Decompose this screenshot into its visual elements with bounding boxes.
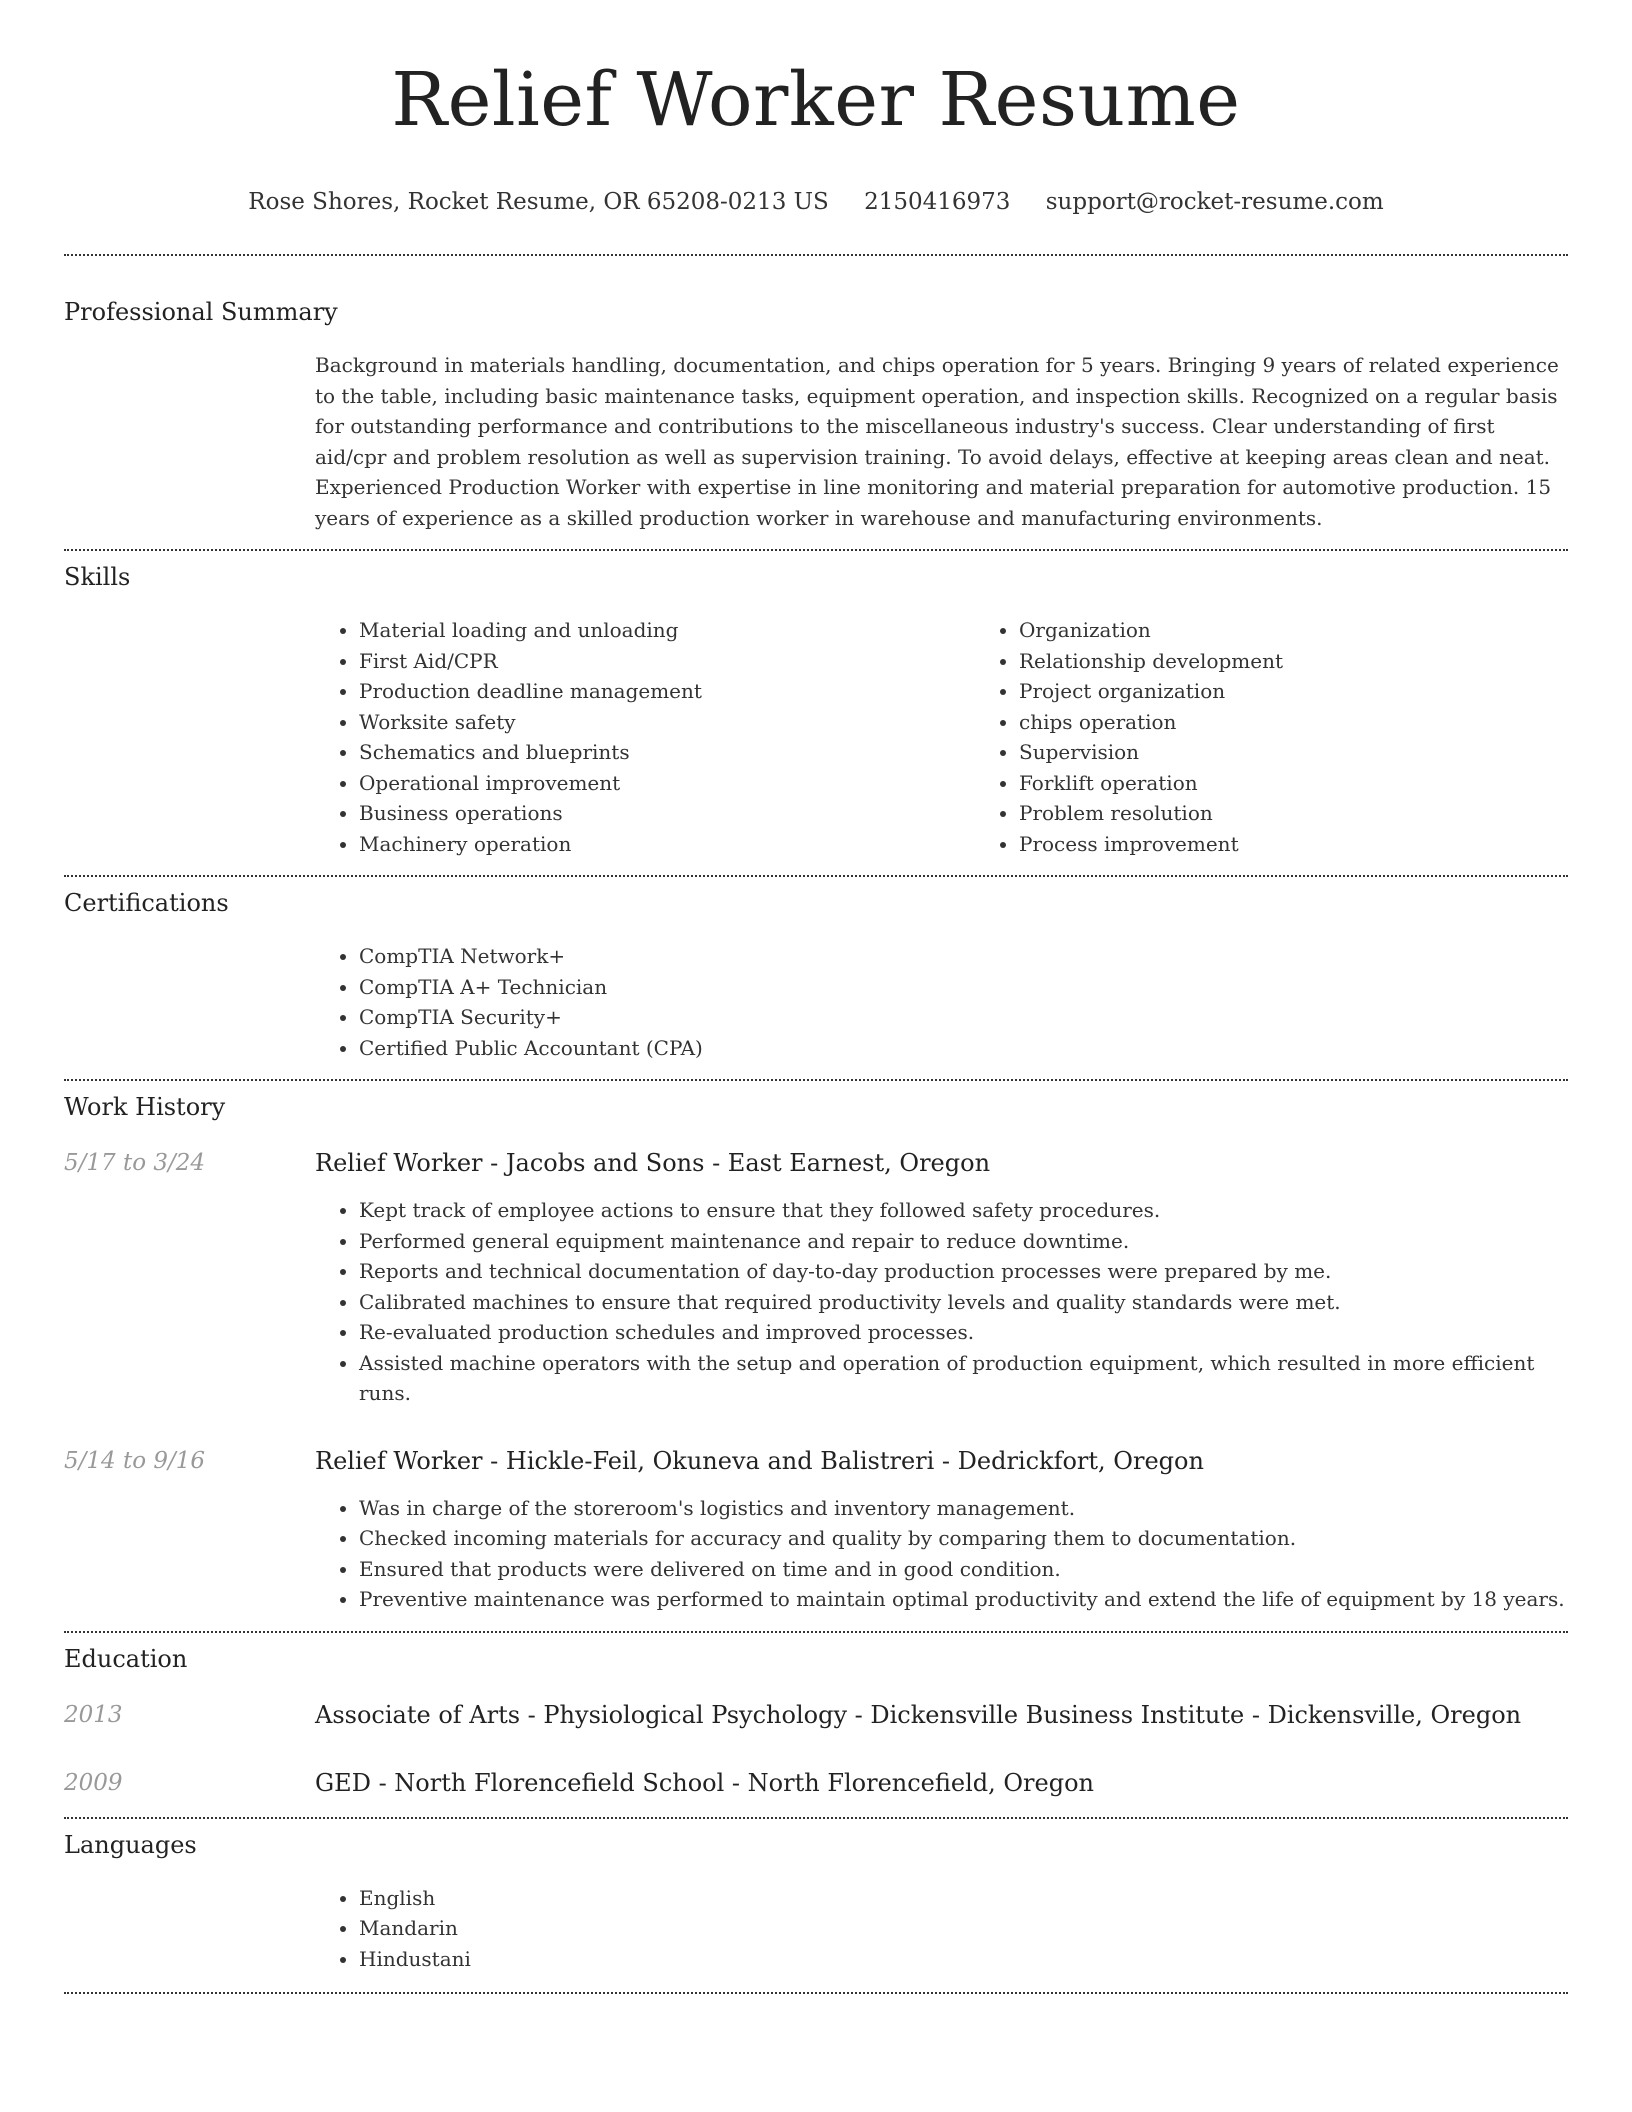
skill-item: • Relationship development <box>1019 646 1283 677</box>
education-title: Associate of Arts - Physiological Psychology - Dickensville Business Institute - Dickensville, Oregon <box>315 1700 1522 1729</box>
divider <box>64 1817 1568 1819</box>
section-languages <box>64 1829 1568 1975</box>
resume-title: Relief Worker Resume <box>391 57 1241 143</box>
contact-address: Rose Shores, Rocket Resume, OR 65208-0213 US <box>248 189 829 215</box>
job-bullet: • Performed general equipment maintenance and repair to reduce downtime. <box>359 1226 1568 1257</box>
certification-item: • CompTIA Network+ <box>359 941 1568 972</box>
section-heading-skills: Skills <box>64 563 131 591</box>
contact-email: support@rocket-resume.com <box>1045 189 1384 215</box>
education-entry <box>64 1699 1568 1731</box>
section-skills <box>64 561 1568 859</box>
job-dates: 5/17 to 3/24 <box>64 1150 206 1176</box>
skill-item: • Process improvement <box>1019 829 1283 860</box>
skill-item: • chips operation <box>1019 707 1283 738</box>
job-bullet: • Ensured that products were delivered on time and in good condition. <box>359 1554 1568 1585</box>
section-heading-education: Education <box>64 1644 188 1673</box>
certification-item: • CompTIA A+ Technician <box>359 972 1568 1003</box>
divider <box>64 1079 1568 1081</box>
skill-item: • Business operations <box>359 798 975 829</box>
section-heading-certifications: Certifications <box>64 889 229 917</box>
job-title: Relief Worker - Hickle-Feil, Okuneva and Balistreri - Dedrickfort, Oregon <box>315 1446 1204 1475</box>
job-bullets <box>315 1493 1568 1615</box>
skills-list-left <box>315 615 975 859</box>
summary-content <box>315 350 1568 533</box>
section-heading-work: Work History <box>64 1093 226 1121</box>
skill-item: • Project organization <box>1019 676 1283 707</box>
job-bullet: • Was in charge of the storeroom's logistics and inventory management. <box>359 1493 1568 1524</box>
section-summary <box>64 296 1568 533</box>
contact-line <box>64 186 1568 218</box>
skill-item: • Organization <box>1019 615 1283 646</box>
section-heading-summary: Professional Summary <box>64 298 338 326</box>
contact-phone: 2150416973 <box>864 189 1011 215</box>
job-bullets <box>315 1195 1568 1409</box>
language-item: • English <box>359 1883 1568 1914</box>
certifications-content <box>315 941 1568 1063</box>
job-entry <box>64 1445 1568 1615</box>
skill-item: • Forklift operation <box>1019 768 1283 799</box>
language-item: • Hindustani <box>359 1944 1568 1975</box>
skill-item: • Supervision <box>1019 737 1283 768</box>
section-work-history <box>64 1091 1568 1615</box>
job-bullet: • Preventive maintenance was performed to maintain optimal productivity and extend the life of equipment by 18 years. <box>359 1584 1568 1615</box>
job-bullet: • Re-evaluated production schedules and improved processes. <box>359 1317 1568 1348</box>
skills-columns <box>315 615 1568 859</box>
divider <box>64 875 1568 877</box>
skill-item: • Operational improvement <box>359 768 975 799</box>
divider <box>64 1631 1568 1633</box>
skill-item: • First Aid/CPR <box>359 646 975 677</box>
job-bullet: • Checked incoming materials for accuracy and quality by comparing them to documentation. <box>359 1523 1568 1554</box>
divider <box>64 1992 1568 1994</box>
education-year: 2013 <box>64 1701 123 1728</box>
job-dates: 5/14 to 9/16 <box>64 1447 206 1474</box>
job-bullet: • Reports and technical documentation of day-to-day production processes were prepared by me. <box>359 1256 1568 1287</box>
job-title: Relief Worker - Jacobs and Sons - East Earnest, Oregon <box>315 1149 991 1177</box>
divider <box>64 254 1568 256</box>
job-entry <box>64 1147 1568 1409</box>
section-certifications <box>64 887 1568 1063</box>
summary-text: Background in materials handling, documentation, and chips operation for 5 years. Bringing 9 years of related experience to the table, including basic maintenance tasks, equipment operation, and inspection skills. Recognized on a regular basis for outstanding performance and contributions to the miscellaneous industry's success. Clear understanding of first aid/cpr and problem resolution as well as supervision training. To avoid delays, effective at keeping areas clean and neat. Experienced Production Worker with expertise in line monitoring and material preparation for automotive production. 15 years of experience as a skilled production worker in warehouse and manufacturing environments. <box>315 353 1559 530</box>
skill-item: • Worksite safety <box>359 707 975 738</box>
certifications-list <box>315 941 1568 1063</box>
divider <box>64 549 1568 551</box>
skill-item: • Production deadline management <box>359 676 975 707</box>
job-bullet: • Assisted machine operators with the setup and operation of production equipment, which resulted in more efficient runs. <box>359 1348 1568 1409</box>
skill-item: • Schematics and blueprints <box>359 737 975 768</box>
languages-list <box>315 1883 1568 1975</box>
skill-item: • Material loading and unloading <box>359 615 975 646</box>
education-entry <box>64 1767 1568 1799</box>
education-title: GED - North Florencefield School - North Florencefield, Oregon <box>315 1768 1095 1797</box>
skill-item: • Problem resolution <box>1019 798 1283 829</box>
education-year: 2009 <box>64 1769 123 1796</box>
language-item: • Mandarin <box>359 1913 1568 1944</box>
section-education <box>64 1643 1568 1799</box>
skill-item: • Machinery operation <box>359 829 975 860</box>
job-bullet: • Kept track of employee actions to ensure that they followed safety procedures. <box>359 1195 1568 1226</box>
section-heading-languages: Languages <box>64 1830 197 1859</box>
skills-list-right <box>975 615 1283 859</box>
certification-item: • Certified Public Accountant (CPA) <box>359 1033 1568 1064</box>
certification-item: • CompTIA Security+ <box>359 1002 1568 1033</box>
job-bullet: • Calibrated machines to ensure that required productivity levels and quality standards were met. <box>359 1287 1568 1318</box>
languages-content <box>315 1883 1568 1975</box>
